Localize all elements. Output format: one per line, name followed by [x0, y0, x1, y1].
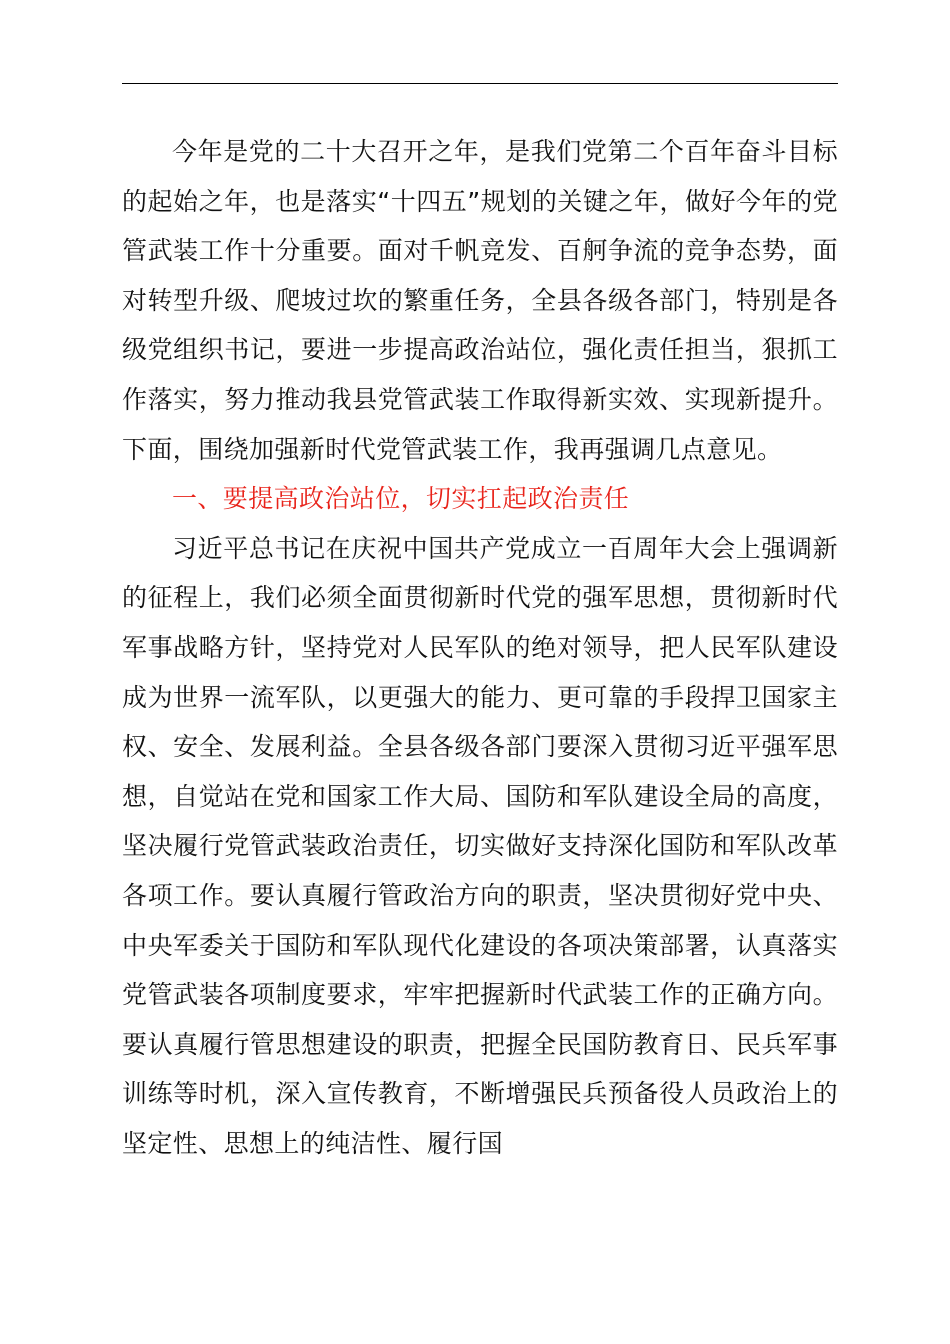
section-paragraph: 习近平总书记在庆祝中国共产党成立一百周年大会上强调新的征程上，我们必须全面贯彻新时代党的强军思想，贯彻新时代军事战略方针，坚持党对人民军队的绝对领导，把人民军队建设成为世界一流军队，以更强大的能力、更可靠的手段捍卫国家主权、安全、发展利益。全县各级各部门要深入贯彻习近平强军思想，自觉站在党和国家工作大局、国防和军队建设全局的高度，坚决履行党管武装政治责任，切实做好支持深化国防和军队改革各项工作。要认真履行管政治方向的职责，坚决贯彻好党中央、中央军委关于国防和军队现代化建设的各项决策部署，认真落实党管武装各项制度要求，牢牢把握新时代武装工作的正确方向。要认真履行管思想建设的职责，把握全民国防教育日、民兵军事训练等时机，深入宣传教育，不断增强民兵预备役人员政治上的坚定性、思想上的纯洁性、履行国 — [122, 533, 838, 1158]
document-body — [122, 127, 838, 1168]
intro-paragraph: 今年是党的二十大召开之年，是我们党第二个百年奋斗目标的起始之年，也是落实“十四五”规划的关键之年，做好今年的党管武装工作十分重要。面对千帆竞发、百舸争流的竞争态势，面对转型升级、爬坡过坎的繁重任务，全县各级各部门，特别是各级党组织书记，要进一步提高政治站位，强化责任担当，狠抓工作落实，努力推动我县党管武装工作取得新实效、实现新提升。下面，围绕加强新时代党管武装工作，我再强调几点意见。 — [122, 137, 838, 464]
header-rule — [122, 83, 838, 84]
section-heading: 一、要提高政治站位，切实扛起政治责任 — [172, 484, 630, 514]
